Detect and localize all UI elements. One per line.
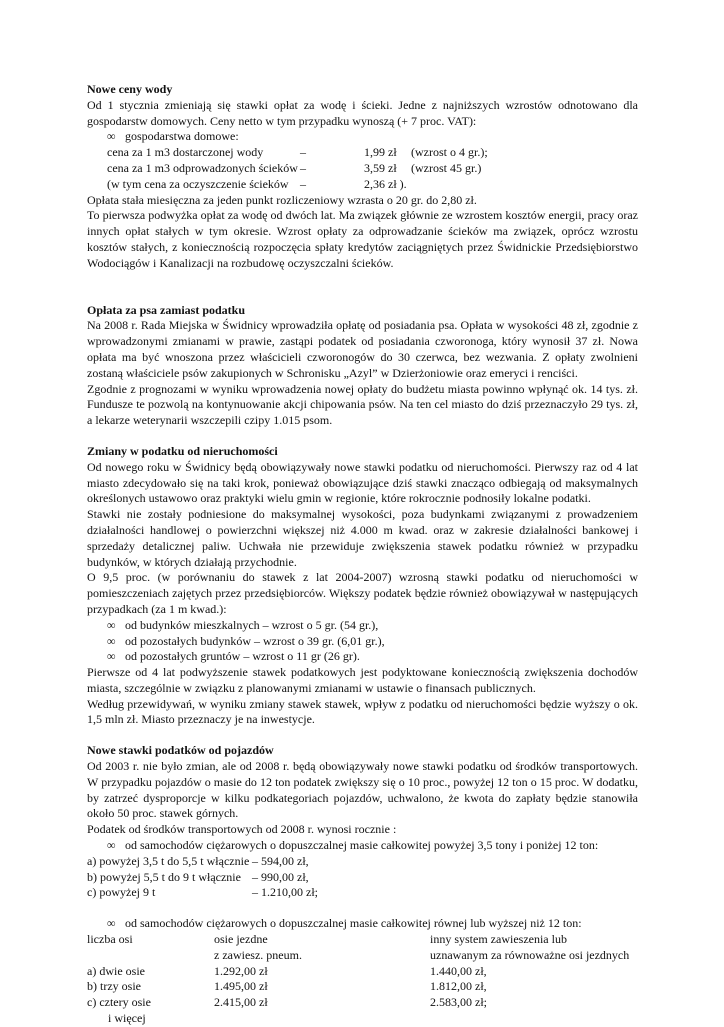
axle-table-header: liczba osi osie jezdne inny system zawieszenia lub bbox=[87, 932, 567, 947]
vehicles-paragraph-2: Podatek od środków transportowych od 2008 r. wynosi rocznie : bbox=[87, 822, 397, 837]
axle-table-row: a) dwie osie 1.292,00 zł 1.440,00 zł, bbox=[87, 963, 487, 978]
document-page bbox=[87, 82, 638, 1027]
property-paragraph-5: Według przewidywań, w wyniku zmiany stawek stawek, wpływ z podatku od nieruchomości będzie wyższy o ok. 1,5 mln zł. Miasto przeznaczy je na inwestycje. bbox=[87, 696, 638, 727]
dog-paragraph-1: Na 2008 r. Rada Miejska w Świdnicy wprowadziła opłatę od posiadania psa. Opłata w wysokości 48 zł, zgodnie z wprowadzonymi zmianami w prawie, zastąpi podatek od posiadania czworonoga, który wynosił 37 zł. Nowa opłata ma być wnoszona przez właścicieli czworonogów do 30 czerwca, bez wezwania. Z opłaty zwolnieni zostaną właściciele psów zakupionych w Schronisku „Azyl” w Dzierżoniowie oraz emeryci i renciści. bbox=[87, 318, 638, 380]
infinity-bullet-icon: ∞ bbox=[107, 633, 116, 648]
section-water-prices bbox=[87, 82, 638, 272]
dog-paragraph-2: Zgodnie z prognozami w wyniku wprowadzenia nowej opłaty do budżetu miasta powinno wpłynąć ok. 14 tys. zł. Fundusze te pozwolą na kontynuowanie akcji chipowania psów. Na ten cel miasto do dziś przeznaczyło 29 tys. zł, a lekarze weterynarii wszczepili czipy 1.015 psom. bbox=[87, 381, 638, 428]
vehicle-rate-row: a) powyżej 3,5 t do 5,5 t włącznie – 594,00 zł, bbox=[87, 853, 309, 868]
water-intro: Od 1 stycznia zmieniają się stawki opłat za wodę i ścieki. Jedne z najniższych wzrostów odnotowano dla gospodarstw domowych. Ceny netto w tym przypadku wynoszą (+ 7 proc. VAT): bbox=[87, 97, 638, 128]
axle-table-row: b) trzy osie 1.495,00 zł 1.812,00 zł, bbox=[87, 979, 487, 994]
property-paragraph-3: O 9,5 proc. (w porównaniu do stawek z lat 2004-2007) wzrosną stawki podatku od nieruchomości w pomieszczeniach zajętych przez przedsiębiorców. Większy podatek będzie również obowiązywał w następujących przypadkach (za 1 m kwad.): bbox=[87, 570, 638, 616]
infinity-bullet-icon: ∞ bbox=[107, 129, 116, 144]
heading-water: Nowe ceny wody bbox=[87, 82, 173, 96]
property-bullet: ∞ od budynków mieszkalnych – wzrost o 5 gr. (54 gr.), bbox=[107, 617, 379, 632]
water-bullet: ∞ gospodarstwa domowe: bbox=[107, 129, 239, 144]
infinity-bullet-icon: ∞ bbox=[107, 838, 116, 853]
water-row: (w tym cena za oczyszczenie ścieków – 2,36 zł ). bbox=[107, 176, 407, 191]
section-vehicle-tax bbox=[87, 743, 638, 1027]
water-row: cena za 1 m3 dostarczonej wody – 1,99 zł (wzrost o 4 gr.); bbox=[107, 145, 488, 160]
infinity-bullet-icon: ∞ bbox=[107, 649, 116, 664]
water-fixed-fee: Opłata stała miesięczna za jeden punkt rozliczeniowy wzrasta o 20 gr. do 2,80 zł. bbox=[87, 192, 477, 207]
vehicles-bullet-1: ∞ od samochodów ciężarowych o dopuszczalnej masie całkowitej powyżej 3,5 tony i poniżej 12 ton: bbox=[107, 838, 599, 853]
property-bullet: ∞ od pozostałych budynków – wzrost o 39 gr. (6,01 gr.), bbox=[107, 633, 385, 648]
axle-table-row: c) cztery osie 2.415,00 zł 2.583,00 zł; bbox=[87, 995, 487, 1010]
heading-vehicles: Nowe stawki podatków od pojazdów bbox=[87, 743, 274, 758]
vehicle-rate-row: b) powyżej 5,5 t do 9 t włącznie – 990,00 zł, bbox=[87, 869, 309, 884]
water-reason: To pierwsza podwyżka opłat za wodę od dwóch lat. Ma związek głównie ze wzrostem kosztów energii, pracy oraz innych opłat stałych w tym okresie. Wzrost opłaty za odprowadzanie ścieków ma związek, oprócz wzrostu kosztów stałych, z koniecznością rozpoczęcia spłaty kredytów zaciągniętych przez Świdnickie Przedsiębiorstwo Wodociągów i Kanalizacji na rozbudowę oczyszczalni ścieków. bbox=[87, 208, 638, 270]
infinity-bullet-icon: ∞ bbox=[107, 916, 116, 931]
vehicles-paragraph-1: Od 2003 r. nie było zmian, ale od 2008 r. będą obowiązywały nowe stawki podatku od środków transportowych. W przypadku pojazdów o masie do 12 ton podatek zwiększy się o 10 proc., powyżej 12 ton o 15 proc. W dodatku, by zatrzeć dysproporcje w kilku podkategoriach pojazdów, uchwalono, że kwota do zapłaty będzie stanowiła około 50 proc. stawek górnych. bbox=[87, 759, 638, 821]
property-paragraph-1: Od nowego roku w Świdnicy będą obowiązywały nowe stawki podatku od nieruchomości. Pierwszy raz od 4 lat miasto zdecydowało się na taki krok, ponieważ obowiązujące dziś stawki znacząco odbiegają od maksymalnych określonych ustawowo oraz praktyki wielu gmin w regionie, które rokrocznie podnosiły lokalne podatki. bbox=[87, 459, 638, 506]
property-paragraph-4: Pierwsze od 4 lat podwyższenie stawek podatkowych jest podyktowane koniecznością zwiększenia dochodów miasta, szczególnie w związku z planowanymi zmianami w ustawie o finansach publicznych. bbox=[87, 665, 638, 695]
heading-dog: Opłata za psa zamiast podatku bbox=[87, 302, 246, 317]
vehicles-bullet-2: ∞ od samochodów ciężarowych o dopuszczalnej masie całkowitej równej lub wyższej niż 12 ton: bbox=[107, 916, 582, 931]
water-row: cena za 1 m3 odprowadzonych ścieków – 3,59 zł (wzrost 45 gr.) bbox=[107, 160, 482, 175]
heading-property: Zmiany w podatku od nieruchomości bbox=[87, 443, 278, 458]
section-property-tax bbox=[87, 444, 638, 728]
property-bullet: ∞ od pozostałych gruntów – wzrost o 11 gr (26 gr). bbox=[107, 649, 360, 664]
axle-table-note: i więcej bbox=[108, 1011, 146, 1026]
vehicle-rate-row: c) powyżej 9 t – 1.210,00 zł; bbox=[87, 885, 318, 900]
infinity-bullet-icon: ∞ bbox=[107, 617, 116, 632]
property-paragraph-2: Stawki nie zostały podniesione do maksymalnej wysokości, poza budynkami związanymi z prowadzeniem działalności handlowej o powierzchni większej niż 4.000 m kwad. oraz w zakresie działalności bankowej i sprzedaży detalicznej paliw. Uchwała nie przewiduje zwiększenia stawek podatku również w przypadku budynków, w których działają przychodnie. bbox=[87, 507, 638, 569]
axle-table-header: z zawiesz. pneum. uznawanym za równoważne osi jezdnych bbox=[214, 947, 630, 962]
section-dog-fee bbox=[87, 303, 638, 429]
